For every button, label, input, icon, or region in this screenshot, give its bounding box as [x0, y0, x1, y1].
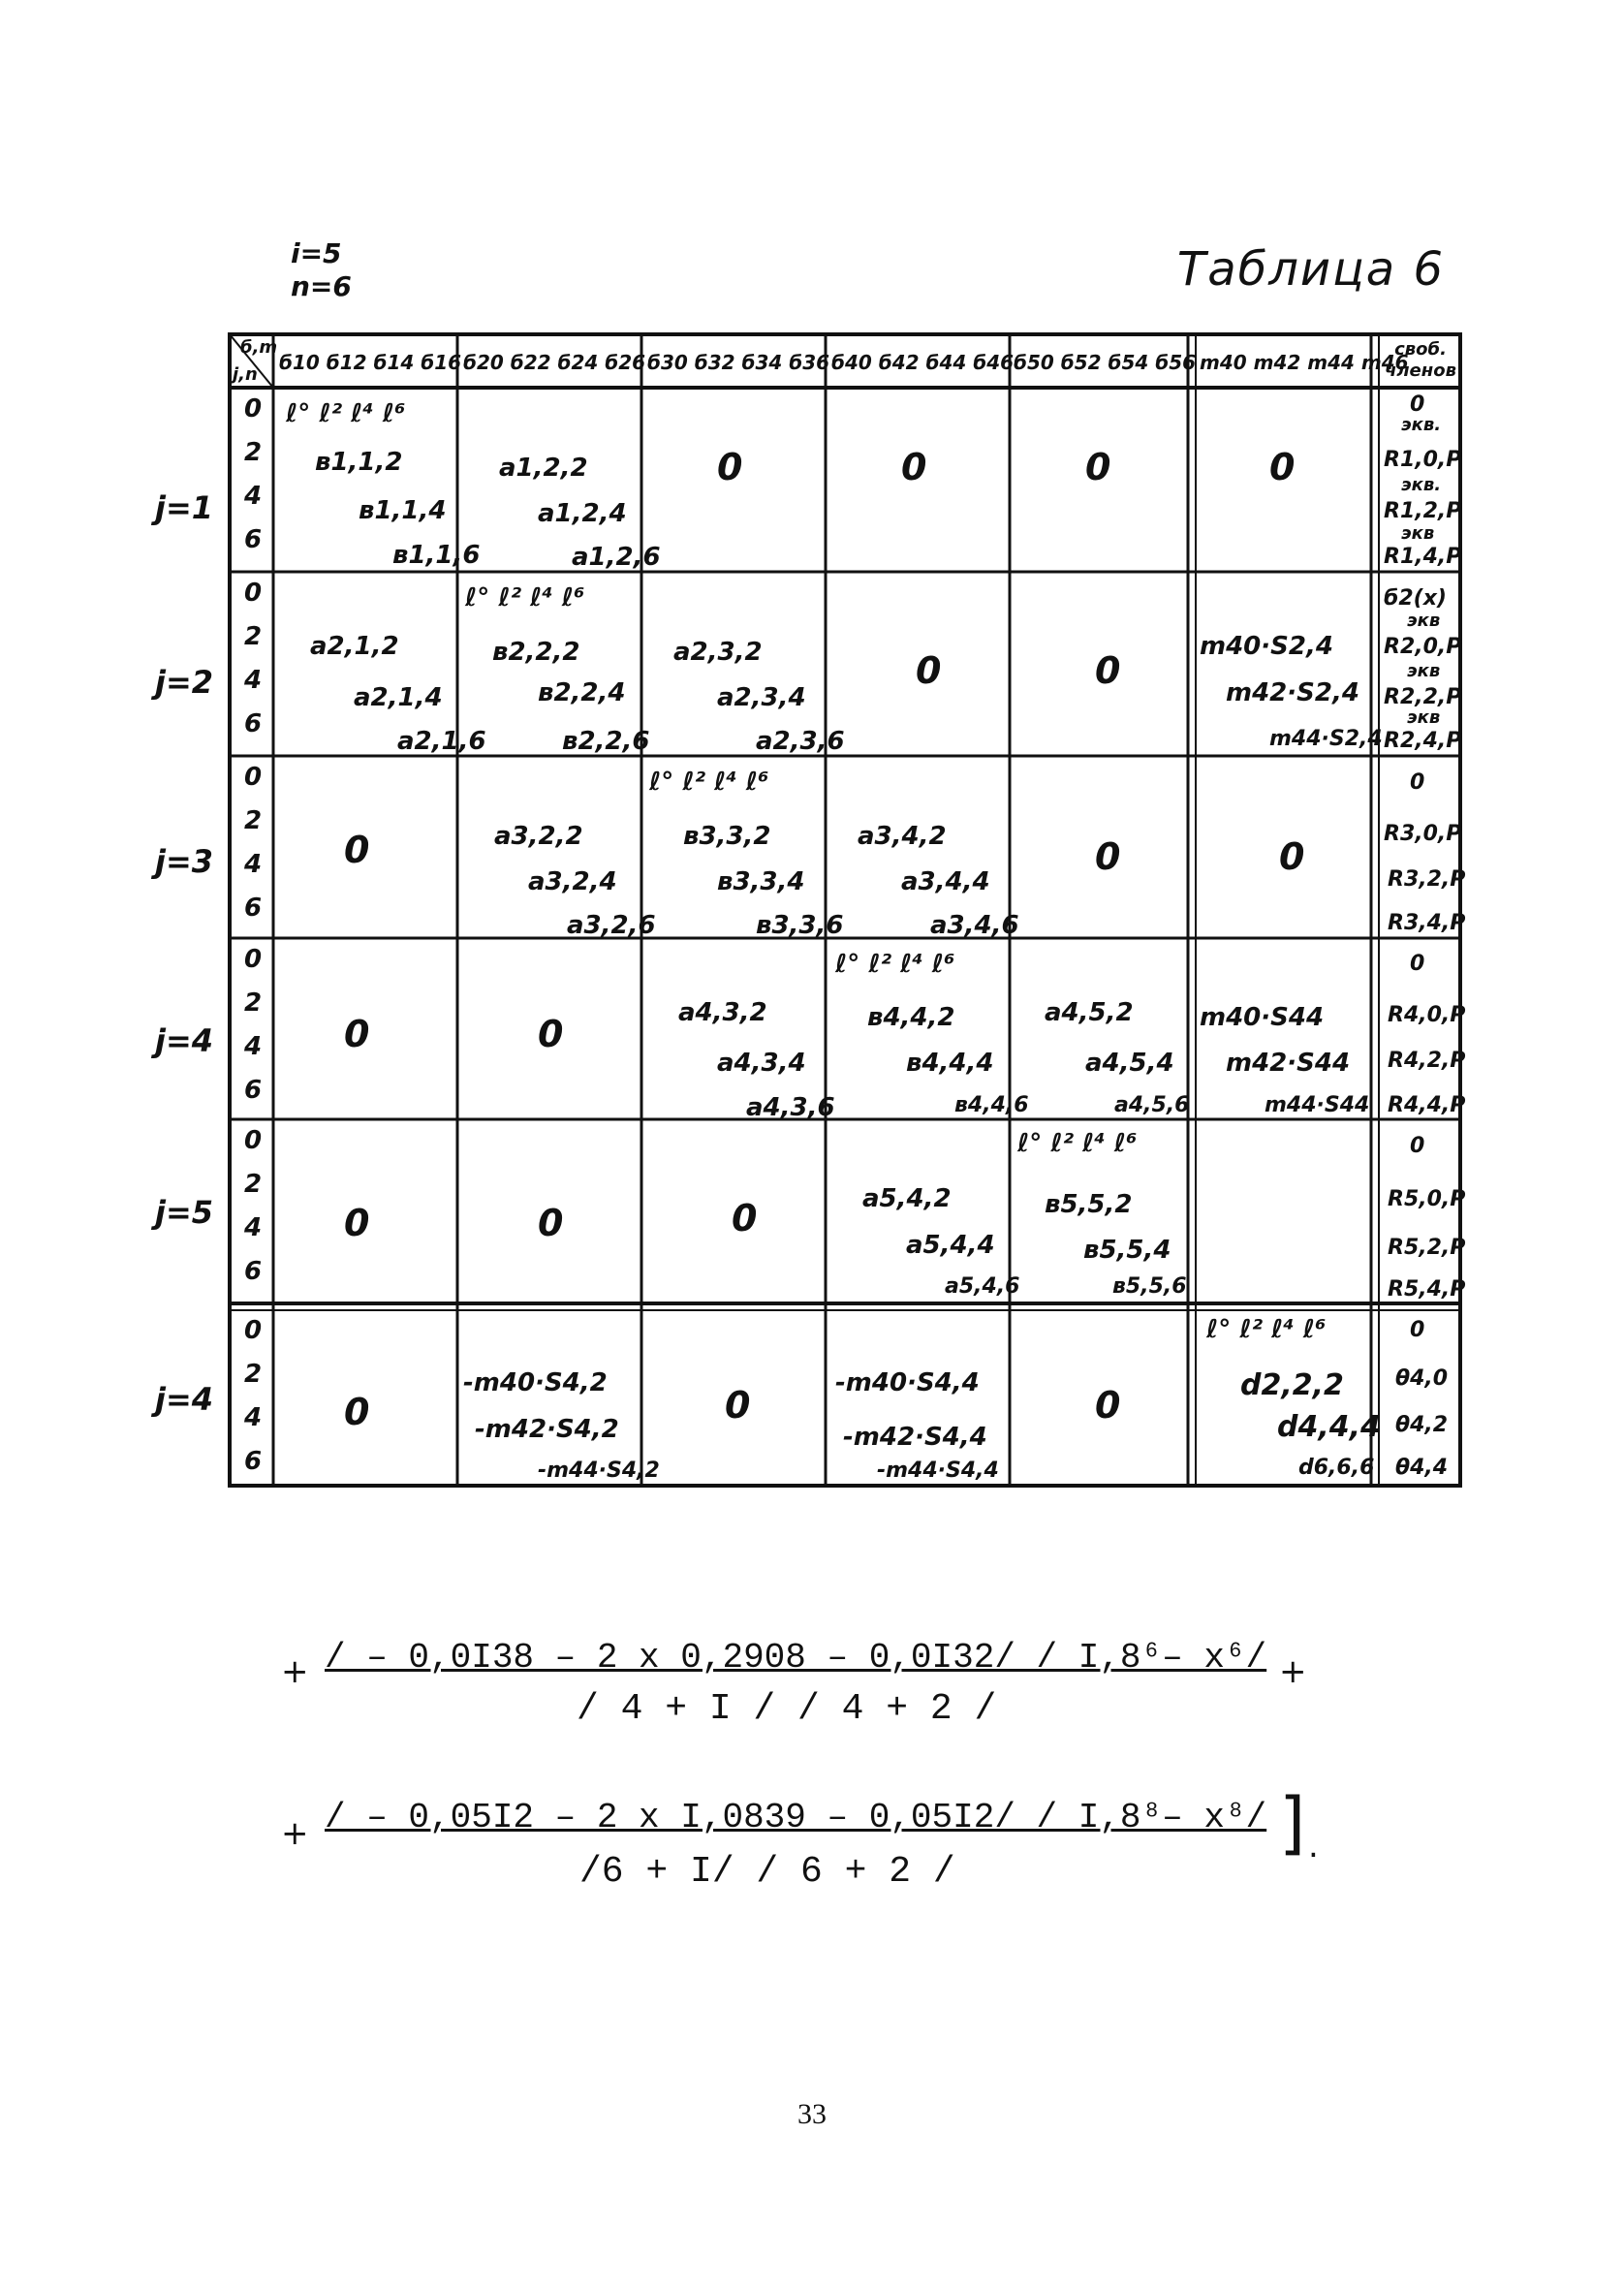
zero-r3c6: 0 — [1279, 835, 1305, 878]
formula-1-denominator: / 4 + I / / 4 + 2 / — [577, 1688, 997, 1730]
cell-r4c3-c: a4,3,6 — [746, 1093, 835, 1122]
cell-r2c7-4: R2,2,P — [1384, 685, 1462, 709]
cell-r5c4-c: a5,4,6 — [945, 1274, 1020, 1299]
cell-r2c1-c: a2,1,6 — [397, 727, 486, 756]
cell-r5c5-b: в5,5,4 — [1083, 1236, 1171, 1265]
cell-r5c7-3: R5,4,P — [1388, 1277, 1466, 1302]
cell-r4c7-3: R4,4,P — [1388, 1093, 1466, 1117]
cell-r1c1-a: в1,1,2 — [315, 448, 403, 477]
cell-r5c5-a: в5,5,2 — [1045, 1190, 1133, 1219]
zero-r6c1: 0 — [344, 1391, 370, 1433]
zero-r1c4: 0 — [901, 446, 927, 488]
cell-r6c6-c: d6,6,6 — [1298, 1456, 1375, 1480]
zero-r4c1: 0 — [344, 1013, 370, 1055]
zero-r1c6: 0 — [1269, 446, 1296, 488]
cell-r1c2-a: a1,2,2 — [499, 454, 588, 483]
cell-r2c7-0: б2(x) — [1384, 586, 1447, 611]
zero-r6c3: 0 — [725, 1384, 751, 1427]
n-value: 4 — [244, 1403, 263, 1432]
cell-r5c4-a: a5,4,2 — [862, 1184, 952, 1213]
cell-r5c5-c: в5,5,6 — [1112, 1274, 1187, 1299]
cell-r3c7-1: R3,0,P — [1384, 822, 1462, 846]
cell-r3c7-0: 0 — [1410, 770, 1425, 795]
n-value: 4 — [244, 666, 263, 695]
cell-r1c7-0: 0 — [1410, 392, 1425, 417]
cell-r6c2-b: -m42·S4,2 — [475, 1415, 619, 1444]
cell-r3c3-a: в3,3,2 — [683, 822, 771, 851]
diag-row-1: ℓ° ℓ² ℓ⁴ ℓ⁶ — [286, 399, 406, 428]
cell-r3c3-c: в3,3,6 — [756, 911, 844, 940]
col-header-2: б20 б22 б24 б26 — [463, 351, 646, 374]
param-i: i=5 — [291, 237, 342, 269]
n-value: 6 — [244, 1257, 263, 1286]
zero-r1c3: 0 — [717, 446, 743, 488]
n-value: 6 — [244, 525, 263, 554]
cell-r6c6-a: d2,2,2 — [1240, 1368, 1344, 1402]
cell-r1c1-b: в1,1,4 — [359, 496, 447, 525]
cell-r2c7-3: экв — [1407, 661, 1441, 681]
cell-r6c7-3: θ4,4 — [1395, 1456, 1449, 1480]
cell-r3c2-c: a3,2,6 — [567, 911, 656, 940]
cell-r3c7-2: R3,2,P — [1388, 867, 1466, 892]
n-value: 2 — [244, 988, 263, 1018]
cell-r2c7-1: экв — [1407, 611, 1441, 631]
cell-r4c5-a: a4,5,2 — [1045, 998, 1134, 1027]
cell-r6c4-b: -m42·S4,4 — [843, 1423, 987, 1452]
row-label-1: j=1 — [155, 489, 214, 526]
page-number: 33 — [797, 2098, 827, 2130]
cell-r1c7-6: R1,4,P — [1384, 545, 1462, 569]
n-value: 0 — [244, 945, 263, 974]
zero-r6c5: 0 — [1095, 1384, 1121, 1427]
col-header-5: б50 б52 б54 б56 — [1014, 351, 1197, 374]
cell-r4c5-c: a4,5,6 — [1114, 1093, 1190, 1117]
cell-r3c4-c: a3,4,6 — [930, 911, 1019, 940]
n-value: 2 — [244, 1360, 263, 1389]
cell-r4c4-a: в4,4,2 — [867, 1003, 955, 1032]
cell-r3c2-a: a3,2,2 — [494, 822, 583, 851]
cell-r1c2-b: a1,2,4 — [538, 499, 627, 528]
cell-r5c7-0: 0 — [1410, 1134, 1425, 1158]
cell-r2c6-c: m44·S2,4 — [1269, 727, 1383, 751]
cell-r2c6-a: m40·S2,4 — [1200, 632, 1333, 661]
n-value: 2 — [244, 806, 263, 835]
formula-2-dot: . — [1308, 1827, 1319, 1866]
n-value: 2 — [244, 1170, 263, 1199]
cell-r4c4-c: в4,4,6 — [954, 1093, 1029, 1117]
n-value: 0 — [244, 763, 263, 792]
corner-top: б,m — [240, 337, 278, 358]
cell-r5c4-b: a5,4,4 — [906, 1231, 995, 1260]
cell-r4c5-b: a4,5,4 — [1085, 1049, 1174, 1078]
cell-r6c6-b: d4,4,4 — [1277, 1410, 1381, 1444]
cell-r5c7-2: R5,2,P — [1388, 1236, 1466, 1260]
cell-r6c2-a: -m40·S4,2 — [463, 1368, 608, 1397]
n-value: 0 — [244, 579, 263, 608]
cell-r4c7-0: 0 — [1410, 952, 1425, 976]
cell-r3c7-3: R3,4,P — [1388, 911, 1466, 935]
diag-row-4: ℓ° ℓ² ℓ⁴ ℓ⁶ — [835, 950, 955, 979]
cell-r6c7-1: θ4,0 — [1395, 1366, 1449, 1391]
row-label-6: j=4 — [155, 1381, 214, 1418]
formula-1-numerator: / – 0,0I38 – 2 x 0,2908 – 0,0I32/ / I,8⁶– x⁶/ — [325, 1638, 1267, 1678]
cell-r2c7-5: экв — [1407, 707, 1441, 728]
n-value: 4 — [244, 1032, 263, 1061]
cell-r1c7-1: экв. — [1401, 415, 1442, 435]
zero-r3c5: 0 — [1095, 835, 1121, 878]
diag-row-2: ℓ° ℓ² ℓ⁴ ℓ⁶ — [465, 583, 585, 612]
cell-r1c7-2: R1,0,P — [1384, 448, 1462, 472]
cell-r4c4-b: в4,4,4 — [906, 1049, 994, 1078]
zero-r5c1: 0 — [344, 1202, 370, 1244]
cell-r4c3-b: a4,3,4 — [717, 1049, 806, 1078]
n-value: 4 — [244, 1213, 263, 1242]
formula-2-denominator: /6 + I/ / 6 + 2 / — [579, 1851, 955, 1893]
cell-r2c7-2: R2,0,P — [1384, 635, 1462, 659]
n-value: 0 — [244, 1126, 263, 1155]
n-value: 0 — [244, 1316, 263, 1345]
cell-r4c6-a: m40·S44 — [1200, 1003, 1325, 1032]
diag-row-3: ℓ° ℓ² ℓ⁴ ℓ⁶ — [649, 768, 769, 797]
row-label-2: j=2 — [155, 664, 214, 701]
cell-r2c2-a: в2,2,2 — [492, 638, 580, 667]
cell-r4c7-1: R4,0,P — [1388, 1003, 1466, 1027]
n-value: 6 — [244, 709, 263, 738]
cell-r2c7-6: R2,4,P — [1384, 729, 1462, 753]
zero-r1c5: 0 — [1085, 446, 1111, 488]
n-value: 2 — [244, 622, 263, 651]
n-value: 6 — [244, 894, 263, 923]
cell-r2c2-b: в2,2,4 — [538, 678, 626, 707]
cell-r6c7-0: 0 — [1410, 1318, 1425, 1342]
n-value: 4 — [244, 482, 263, 511]
cell-r6c2-c: -m44·S4,2 — [538, 1459, 660, 1483]
n-value: 4 — [244, 850, 263, 879]
n-value: 0 — [244, 394, 263, 423]
cell-r2c1-a: a2,1,2 — [310, 632, 399, 661]
cell-r5c7-1: R5,0,P — [1388, 1187, 1466, 1211]
formula-1-plus-left: + — [281, 1652, 309, 1691]
zero-r4c2: 0 — [538, 1013, 564, 1055]
cell-r6c4-a: -m40·S4,4 — [835, 1368, 980, 1397]
n-value: 6 — [244, 1076, 263, 1105]
col-header-7: своб. членов — [1385, 339, 1456, 381]
zero-r5c2: 0 — [538, 1202, 564, 1244]
formula-2-bracket: ] — [1279, 1783, 1306, 1863]
cell-r3c4-a: a3,4,2 — [858, 822, 947, 851]
cell-r2c2-c: в2,2,6 — [562, 727, 650, 756]
diag-row-6: ℓ° ℓ² ℓ⁴ ℓ⁶ — [1206, 1315, 1327, 1344]
cell-r4c6-b: m42·S44 — [1226, 1049, 1351, 1078]
col-header-4: б40 б42 б44 б46 — [831, 351, 1015, 374]
formula-1-plus-right: + — [1279, 1652, 1307, 1691]
cell-r1c2-c: a1,2,6 — [572, 543, 661, 572]
n-value: 2 — [244, 438, 263, 467]
col-header-3: б30 б32 б34 б36 — [647, 351, 830, 374]
table-title: Таблица 6 — [1176, 242, 1445, 297]
cell-r3c2-b: a3,2,4 — [528, 867, 617, 896]
n-value: 6 — [244, 1447, 263, 1476]
cell-r2c3-a: a2,3,2 — [673, 638, 763, 667]
cell-r3c4-b: a3,4,4 — [901, 867, 990, 896]
cell-r4c7-2: R4,2,P — [1388, 1049, 1466, 1073]
cell-r3c3-b: в3,3,4 — [717, 867, 805, 896]
row-label-3: j=3 — [155, 843, 214, 880]
zero-r3c1: 0 — [344, 829, 370, 871]
col-header-1: б10 б12 б14 б16 — [279, 351, 462, 374]
param-n: n=6 — [291, 270, 352, 302]
formula-2-numerator: / – 0,05I2 – 2 x I,0839 – 0,05I2/ / I,8⁸– x⁸/ — [325, 1798, 1267, 1837]
cell-r6c7-2: θ4,2 — [1395, 1413, 1449, 1437]
col-header-6: m40 m42 m44 m46 — [1200, 351, 1409, 374]
row-label-4: j=4 — [155, 1022, 214, 1059]
row-label-5: j=5 — [155, 1194, 214, 1231]
zero-r5c3: 0 — [732, 1197, 758, 1239]
cell-r1c7-4: R1,2,P — [1384, 499, 1462, 523]
cell-r1c1-c: в1,1,6 — [392, 541, 481, 570]
corner-bottom: j,n — [233, 364, 258, 385]
cell-r2c3-c: a2,3,6 — [756, 727, 845, 756]
cell-r1c7-5: экв — [1401, 523, 1435, 544]
zero-r2c5: 0 — [1095, 649, 1121, 692]
cell-r2c3-b: a2,3,4 — [717, 683, 806, 712]
cell-r6c4-c: -m44·S4,4 — [877, 1459, 999, 1483]
formula-2-plus-left: + — [281, 1814, 309, 1853]
cell-r4c3-a: a4,3,2 — [678, 998, 767, 1027]
zero-r2c4: 0 — [916, 649, 942, 692]
cell-r4c6-c: m44·S44 — [1265, 1093, 1370, 1117]
cell-r2c1-b: a2,1,4 — [354, 683, 443, 712]
cell-r2c6-b: m42·S2,4 — [1226, 678, 1359, 707]
diag-row-5: ℓ° ℓ² ℓ⁴ ℓ⁶ — [1017, 1129, 1138, 1158]
cell-r1c7-3: экв. — [1401, 475, 1442, 495]
